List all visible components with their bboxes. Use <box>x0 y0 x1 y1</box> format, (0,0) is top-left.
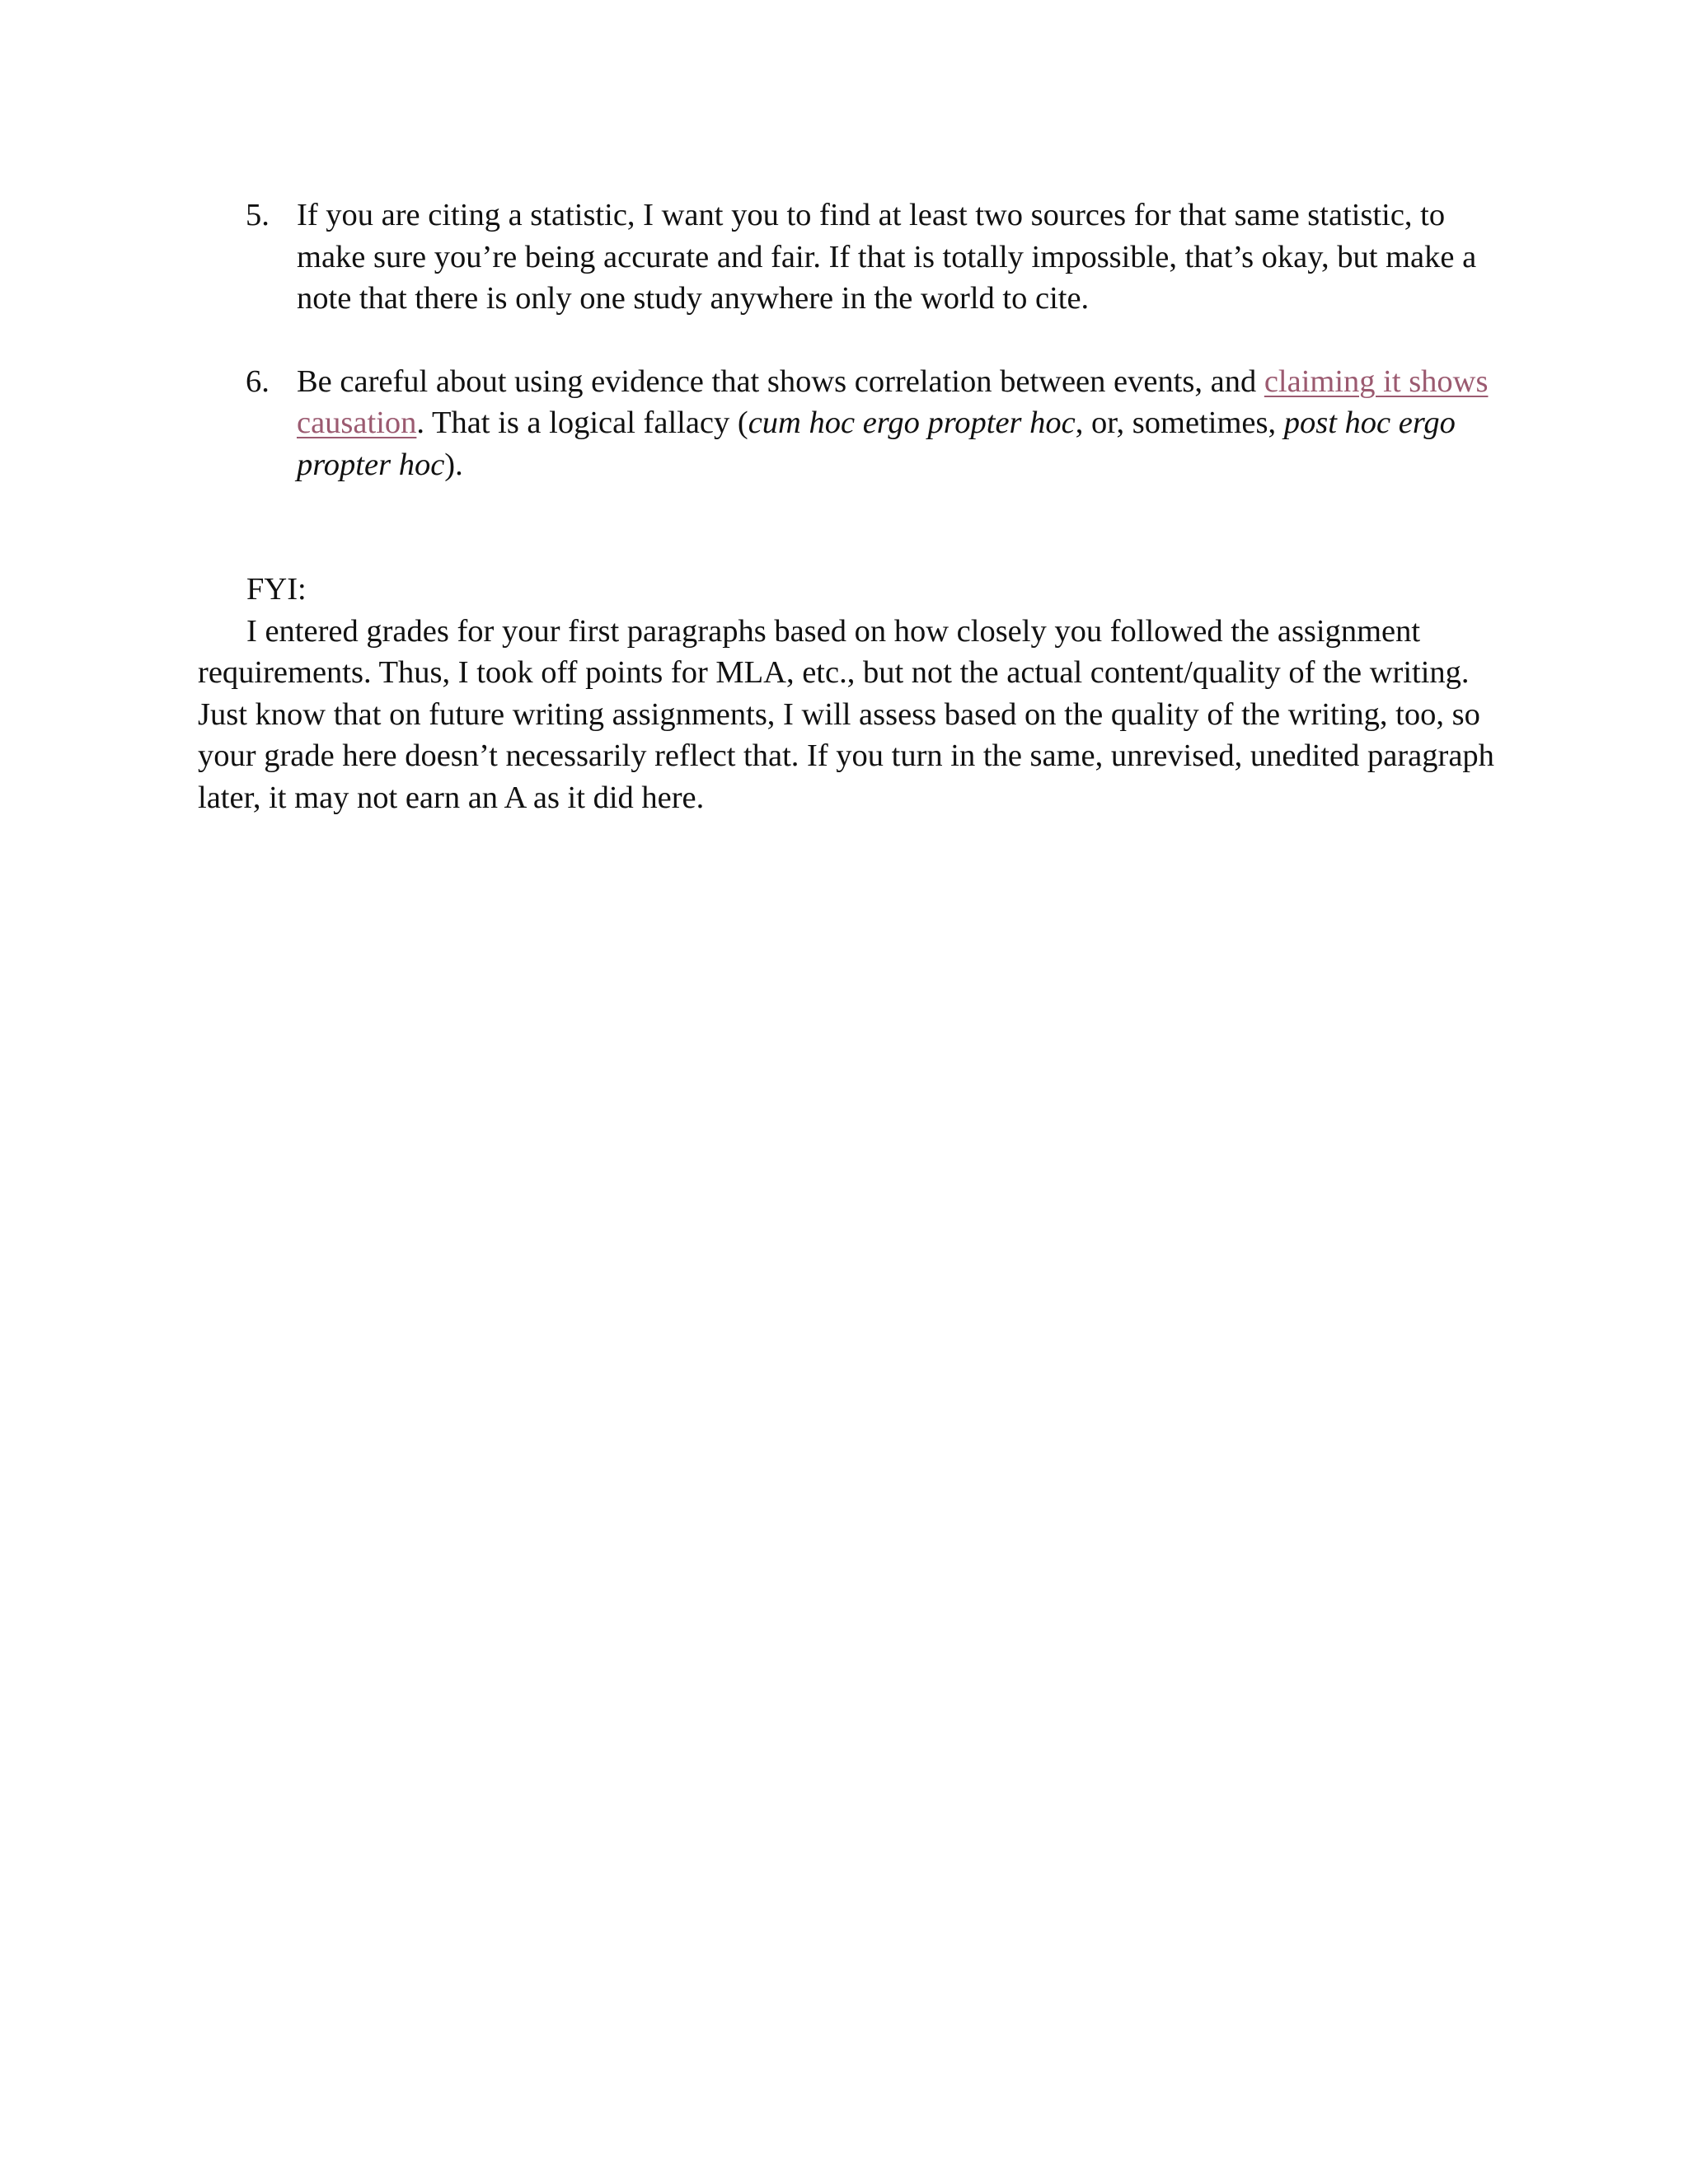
text-segment: Be careful about using evidence that shows correlation between events, and <box>297 363 1264 399</box>
fyi-section <box>198 569 1500 818</box>
text-segment: , or, sometimes, <box>1075 405 1284 440</box>
fyi-heading: FYI: <box>246 572 307 607</box>
text-segment: ). <box>444 447 463 482</box>
italic-latin-phrase: cum hoc ergo propter hoc <box>748 405 1076 440</box>
numbered-list <box>198 194 1500 485</box>
causation-link[interactable]: claiming it shows causation <box>297 363 1489 440</box>
list-item-text <box>297 361 1500 486</box>
list-item-text: If you are citing a statistic, I want you to find at least two sources for that same statistic, to make sure you’re being accurate and fair. If that is totally impossible, that’s okay, but make a note that there is only one study anywhere in the world to cite. <box>297 198 1477 316</box>
list-item-number: 5. <box>246 198 270 232</box>
text-segment: . That is a logical fallacy ( <box>416 405 748 440</box>
list-item-5 <box>198 194 1500 320</box>
list-item-6 <box>198 361 1500 486</box>
list-item-number: 6. <box>246 363 270 399</box>
fyi-paragraph: I entered grades for your first paragraphs based on how closely you followed the assignment requirements. Thus, I took off points for MLA, etc., but not the actual content/quality of the writing. Just know that on future writing assignments, I will assess based on the quality of the writing, too, so your grade here doesn’t necessarily reflect that. If you turn in the same, unrevised, unedited paragraph later, it may not earn an A as it did here. <box>198 613 1494 815</box>
italic-latin-phrase: post hoc ergo propter hoc <box>297 405 1456 482</box>
